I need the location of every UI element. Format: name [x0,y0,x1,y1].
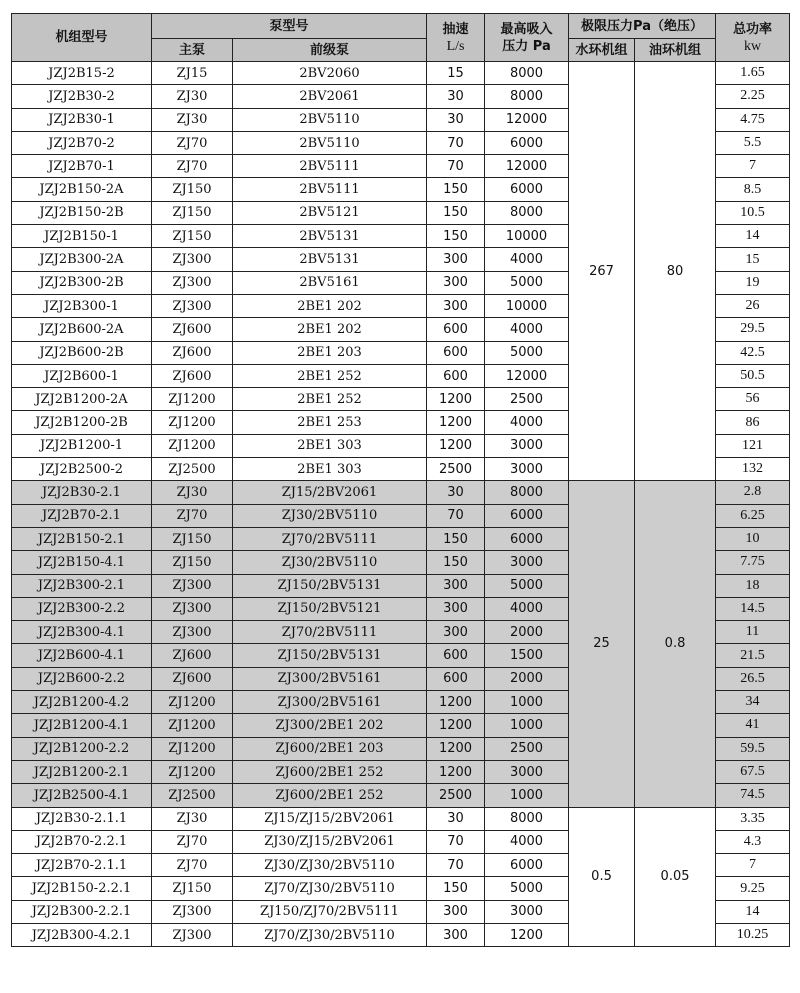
cell-total-power: 29.5 [716,318,790,341]
cell-main-pump: ZJ1200 [152,411,233,434]
cell-backing-pump: ZJ150/ZJ70/2BV5111 [233,900,427,923]
cell-max-suction: 12000 [485,155,569,178]
cell-model: JZJ2B70-2.1.1 [12,854,152,877]
cell-main-pump: ZJ600 [152,341,233,364]
cell-backing-pump: ZJ30/ZJ15/2BV2061 [233,830,427,853]
cell-model: JZJ2B600-4.1 [12,644,152,667]
cell-backing-pump: ZJ600/2BE1 252 [233,760,427,783]
cell-total-power: 10 [716,527,790,550]
cell-backing-pump: ZJ70/ZJ30/2BV5110 [233,877,427,900]
cell-max-suction: 12000 [485,108,569,131]
cell-max-suction: 10000 [485,294,569,317]
cell-model: JZJ2B2500-2 [12,458,152,481]
cell-speed: 70 [427,504,485,527]
cell-water-ring-ultimate: 25 [569,481,635,807]
cell-speed: 70 [427,830,485,853]
cell-model: JZJ2B1200-2B [12,411,152,434]
cell-speed: 300 [427,923,485,946]
cell-backing-pump: 2BV5111 [233,178,427,201]
cell-main-pump: ZJ2500 [152,458,233,481]
cell-main-pump: ZJ70 [152,155,233,178]
cell-model: JZJ2B150-2A [12,178,152,201]
cell-main-pump: ZJ300 [152,923,233,946]
cell-total-power: 10.25 [716,923,790,946]
cell-total-power: 59.5 [716,737,790,760]
cell-main-pump: ZJ150 [152,551,233,574]
cell-main-pump: ZJ1200 [152,691,233,714]
cell-max-suction: 3000 [485,434,569,457]
cell-model: JZJ2B300-2B [12,271,152,294]
cell-max-suction: 6000 [485,131,569,154]
cell-main-pump: ZJ30 [152,807,233,830]
cell-backing-pump: 2BE1 253 [233,411,427,434]
cell-backing-pump: 2BV5111 [233,155,427,178]
cell-backing-pump: ZJ600/2BE1 203 [233,737,427,760]
cell-max-suction: 4000 [485,411,569,434]
cell-model: JZJ2B300-2.1 [12,574,152,597]
cell-total-power: 67.5 [716,760,790,783]
cell-speed: 300 [427,597,485,620]
cell-max-suction: 1000 [485,714,569,737]
cell-main-pump: ZJ600 [152,644,233,667]
cell-total-power: 14.5 [716,597,790,620]
header-model: 机组型号 [12,14,152,62]
cell-speed: 600 [427,644,485,667]
table-row [12,807,790,830]
cell-backing-pump: 2BV2061 [233,85,427,108]
cell-model: JZJ2B150-2.1 [12,527,152,550]
cell-total-power: 2.25 [716,85,790,108]
cell-max-suction: 5000 [485,341,569,364]
cell-main-pump: ZJ300 [152,271,233,294]
cell-backing-pump: 2BE1 252 [233,388,427,411]
cell-max-suction: 4000 [485,830,569,853]
cell-main-pump: ZJ600 [152,364,233,387]
cell-max-suction: 2500 [485,388,569,411]
cell-speed: 600 [427,667,485,690]
cell-speed: 30 [427,108,485,131]
cell-model: JZJ2B300-2A [12,248,152,271]
cell-main-pump: ZJ300 [152,900,233,923]
cell-model: JZJ2B150-4.1 [12,551,152,574]
cell-total-power: 26.5 [716,667,790,690]
cell-max-suction: 4000 [485,318,569,341]
cell-model: JZJ2B1200-4.2 [12,691,152,714]
header-speed: 抽速 L/s [427,14,485,62]
cell-main-pump: ZJ1200 [152,434,233,457]
cell-max-suction: 1000 [485,784,569,807]
cell-water-ring-ultimate: 267 [569,62,635,481]
cell-main-pump: ZJ70 [152,131,233,154]
cell-total-power: 41 [716,714,790,737]
cell-main-pump: ZJ1200 [152,737,233,760]
cell-main-pump: ZJ300 [152,248,233,271]
cell-total-power: 26 [716,294,790,317]
cell-model: JZJ2B30-2 [12,85,152,108]
cell-model: JZJ2B1200-2.1 [12,760,152,783]
cell-main-pump: ZJ150 [152,201,233,224]
cell-max-suction: 3000 [485,458,569,481]
cell-max-suction: 2000 [485,621,569,644]
cell-model: JZJ2B1200-1 [12,434,152,457]
cell-backing-pump: 2BE1 202 [233,294,427,317]
cell-backing-pump: ZJ15/ZJ15/2BV2061 [233,807,427,830]
cell-main-pump: ZJ300 [152,574,233,597]
cell-max-suction: 4000 [485,597,569,620]
cell-speed: 1200 [427,714,485,737]
cell-model: JZJ2B70-2.1 [12,504,152,527]
cell-max-suction: 3000 [485,760,569,783]
header-main-pump: 主泵 [152,39,233,62]
cell-model: JZJ2B300-2.2 [12,597,152,620]
cell-main-pump: ZJ70 [152,854,233,877]
table-body [12,62,790,947]
cell-model: JZJ2B300-4.1 [12,621,152,644]
cell-speed: 150 [427,201,485,224]
cell-total-power: 15 [716,248,790,271]
header-pump-type: 泵型号 [152,14,427,39]
cell-model: JZJ2B70-2 [12,131,152,154]
table-row [12,481,790,504]
cell-model: JZJ2B30-2.1 [12,481,152,504]
header-total-power: 总功率 kw [716,14,790,62]
cell-main-pump: ZJ300 [152,294,233,317]
cell-model: JZJ2B300-2.2.1 [12,900,152,923]
spec-table-container [11,13,790,947]
cell-total-power: 21.5 [716,644,790,667]
cell-backing-pump: ZJ30/ZJ30/2BV5110 [233,854,427,877]
cell-total-power: 1.65 [716,62,790,85]
cell-speed: 30 [427,85,485,108]
cell-total-power: 18 [716,574,790,597]
cell-main-pump: ZJ600 [152,318,233,341]
cell-main-pump: ZJ1200 [152,388,233,411]
cell-model: JZJ2B1200-4.1 [12,714,152,737]
cell-model: JZJ2B1200-2A [12,388,152,411]
cell-backing-pump: 2BE1 203 [233,341,427,364]
cell-speed: 2500 [427,784,485,807]
cell-model: JZJ2B70-2.2.1 [12,830,152,853]
cell-total-power: 132 [716,458,790,481]
cell-max-suction: 3000 [485,900,569,923]
cell-speed: 150 [427,178,485,201]
cell-max-suction: 5000 [485,877,569,900]
cell-total-power: 7 [716,155,790,178]
cell-total-power: 10.5 [716,201,790,224]
cell-speed: 1200 [427,388,485,411]
cell-backing-pump: 2BE1 252 [233,364,427,387]
cell-main-pump: ZJ150 [152,178,233,201]
cell-total-power: 3.35 [716,807,790,830]
cell-backing-pump: ZJ150/2BV5131 [233,644,427,667]
cell-model: JZJ2B300-1 [12,294,152,317]
cell-max-suction: 8000 [485,62,569,85]
cell-max-suction: 6000 [485,527,569,550]
cell-main-pump: ZJ15 [152,62,233,85]
cell-max-suction: 4000 [485,248,569,271]
cell-backing-pump: 2BV5121 [233,201,427,224]
cell-total-power: 74.5 [716,784,790,807]
cell-max-suction: 1500 [485,644,569,667]
cell-speed: 300 [427,574,485,597]
cell-max-suction: 2500 [485,737,569,760]
cell-model: JZJ2B2500-4.1 [12,784,152,807]
cell-oil-ring-ultimate: 80 [635,62,716,481]
cell-main-pump: ZJ70 [152,504,233,527]
cell-max-suction: 5000 [485,574,569,597]
cell-total-power: 11 [716,621,790,644]
cell-total-power: 86 [716,411,790,434]
cell-max-suction: 12000 [485,364,569,387]
cell-backing-pump: 2BE1 202 [233,318,427,341]
cell-speed: 300 [427,271,485,294]
cell-total-power: 7 [716,854,790,877]
cell-backing-pump: ZJ70/2BV5111 [233,621,427,644]
cell-max-suction: 8000 [485,85,569,108]
cell-model: JZJ2B150-2.2.1 [12,877,152,900]
cell-model: JZJ2B600-2A [12,318,152,341]
cell-model: JZJ2B70-1 [12,155,152,178]
cell-max-suction: 2000 [485,667,569,690]
cell-total-power: 9.25 [716,877,790,900]
header-water-ring: 水环机组 [569,39,635,62]
cell-backing-pump: 2BV5131 [233,248,427,271]
cell-total-power: 8.5 [716,178,790,201]
cell-water-ring-ultimate: 0.5 [569,807,635,947]
cell-speed: 15 [427,62,485,85]
cell-backing-pump: 2BV5131 [233,225,427,248]
cell-speed: 1200 [427,737,485,760]
cell-main-pump: ZJ2500 [152,784,233,807]
cell-speed: 1200 [427,434,485,457]
cell-main-pump: ZJ300 [152,597,233,620]
cell-speed: 300 [427,621,485,644]
cell-speed: 1200 [427,691,485,714]
cell-max-suction: 8000 [485,201,569,224]
cell-backing-pump: 2BV5110 [233,131,427,154]
cell-oil-ring-ultimate: 0.05 [635,807,716,947]
cell-max-suction: 5000 [485,271,569,294]
cell-speed: 2500 [427,458,485,481]
cell-backing-pump: 2BE1 303 [233,434,427,457]
cell-speed: 1200 [427,760,485,783]
cell-backing-pump: ZJ70/2BV5111 [233,527,427,550]
cell-total-power: 50.5 [716,364,790,387]
cell-backing-pump: 2BV5110 [233,108,427,131]
cell-total-power: 56 [716,388,790,411]
cell-model: JZJ2B150-1 [12,225,152,248]
cell-max-suction: 1200 [485,923,569,946]
cell-max-suction: 1000 [485,691,569,714]
cell-model: JZJ2B600-1 [12,364,152,387]
cell-speed: 70 [427,155,485,178]
cell-max-suction: 6000 [485,854,569,877]
cell-speed: 30 [427,481,485,504]
cell-max-suction: 8000 [485,481,569,504]
cell-total-power: 19 [716,271,790,294]
vacuum-unit-spec-table [11,13,790,947]
cell-total-power: 34 [716,691,790,714]
cell-main-pump: ZJ300 [152,621,233,644]
cell-total-power: 2.8 [716,481,790,504]
cell-backing-pump: ZJ150/2BV5131 [233,574,427,597]
cell-speed: 600 [427,318,485,341]
cell-backing-pump: 2BV2060 [233,62,427,85]
cell-max-suction: 8000 [485,807,569,830]
cell-speed: 1200 [427,411,485,434]
cell-oil-ring-ultimate: 0.8 [635,481,716,807]
cell-model: JZJ2B600-2B [12,341,152,364]
cell-speed: 70 [427,854,485,877]
cell-speed: 150 [427,551,485,574]
cell-max-suction: 3000 [485,551,569,574]
cell-backing-pump: ZJ30/2BV5110 [233,504,427,527]
cell-model: JZJ2B150-2B [12,201,152,224]
cell-backing-pump: ZJ70/ZJ30/2BV5110 [233,923,427,946]
cell-backing-pump: ZJ150/2BV5121 [233,597,427,620]
cell-speed: 300 [427,294,485,317]
cell-total-power: 14 [716,225,790,248]
cell-total-power: 4.75 [716,108,790,131]
table-row [12,62,790,85]
cell-backing-pump: ZJ600/2BE1 252 [233,784,427,807]
cell-speed: 300 [427,248,485,271]
cell-main-pump: ZJ30 [152,108,233,131]
cell-total-power: 42.5 [716,341,790,364]
cell-max-suction: 10000 [485,225,569,248]
cell-total-power: 14 [716,900,790,923]
cell-model: JZJ2B600-2.2 [12,667,152,690]
cell-model: JZJ2B1200-2.2 [12,737,152,760]
header-max-suction: 最高吸入 压力 Pa [485,14,569,62]
cell-speed: 300 [427,900,485,923]
cell-main-pump: ZJ30 [152,85,233,108]
cell-backing-pump: ZJ15/2BV2061 [233,481,427,504]
cell-backing-pump: ZJ300/2BV5161 [233,667,427,690]
cell-backing-pump: ZJ300/2BV5161 [233,691,427,714]
cell-max-suction: 6000 [485,178,569,201]
header-backing-pump: 前级泵 [233,39,427,62]
cell-total-power: 6.25 [716,504,790,527]
cell-main-pump: ZJ30 [152,481,233,504]
cell-speed: 30 [427,807,485,830]
cell-model: JZJ2B300-4.2.1 [12,923,152,946]
cell-model: JZJ2B30-1 [12,108,152,131]
header-oil-ring: 油环机组 [635,39,716,62]
cell-speed: 150 [427,877,485,900]
cell-speed: 150 [427,225,485,248]
cell-main-pump: ZJ600 [152,667,233,690]
cell-main-pump: ZJ1200 [152,760,233,783]
cell-main-pump: ZJ1200 [152,714,233,737]
cell-backing-pump: ZJ300/2BE1 202 [233,714,427,737]
cell-speed: 600 [427,364,485,387]
cell-speed: 70 [427,131,485,154]
cell-total-power: 5.5 [716,131,790,154]
cell-main-pump: ZJ150 [152,877,233,900]
cell-total-power: 121 [716,434,790,457]
cell-speed: 600 [427,341,485,364]
cell-speed: 150 [427,527,485,550]
cell-total-power: 4.3 [716,830,790,853]
cell-main-pump: ZJ70 [152,830,233,853]
cell-model: JZJ2B15-2 [12,62,152,85]
cell-total-power: 7.75 [716,551,790,574]
header-ultimate-pressure: 极限压力Pa（绝压） [569,14,716,39]
cell-main-pump: ZJ150 [152,225,233,248]
cell-main-pump: ZJ150 [152,527,233,550]
cell-backing-pump: ZJ30/2BV5110 [233,551,427,574]
cell-max-suction: 6000 [485,504,569,527]
cell-backing-pump: 2BE1 303 [233,458,427,481]
cell-model: JZJ2B30-2.1.1 [12,807,152,830]
cell-backing-pump: 2BV5161 [233,271,427,294]
